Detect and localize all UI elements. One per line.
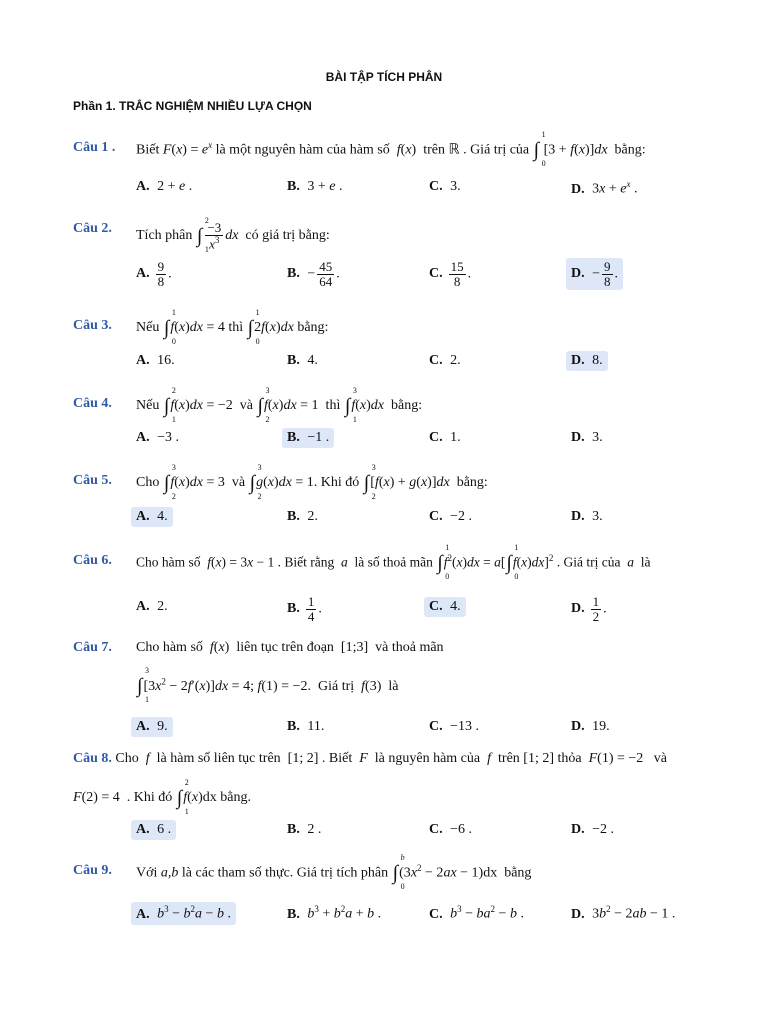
option-b[interactable]: B. $\frac{1}{4}$ . [287,594,322,624]
option-b[interactable]: B. 2. [287,509,318,524]
option-b[interactable]: B. $b^3 + b^2a + b$ . [287,904,382,922]
question-label: Câu 9. [73,863,112,878]
option-a[interactable]: A. 6 . [131,820,176,840]
question-stem: Câu 8. Cho f là hàm số liên tục trên [1; 2] . Biết F là nguyên hàm của f trên [1; 2] thỏa F(1) = −2 và [73,751,668,766]
question-label: Câu 2. [73,221,112,236]
question-8-line-2 [73,778,673,816]
option-a[interactable]: A. 2. [136,599,168,614]
option-c[interactable]: C. −13 . [429,719,480,734]
option-c[interactable]: C. 1. [429,430,461,445]
question-label: Câu 4. [73,396,112,411]
question-label: Câu 8. [73,751,112,766]
question-stem: Nếu ∫ 1 0 f(x)dx = 4 thì ∫ 1 0 2f(x)dx bằng: [136,308,329,346]
option-c[interactable]: C. 4. [424,597,466,617]
option-a[interactable]: A. −3 . [136,430,180,445]
option-a[interactable]: A. 2 + e . [136,179,193,194]
option-a[interactable]: A. 9. [131,717,173,737]
option-b[interactable]: B. 3 + e . [287,179,343,194]
option-a[interactable]: A. $b^3 - b^2a - b$ . [131,902,236,925]
document-title: BÀI TẬP TÍCH PHÂN [325,70,443,84]
question-label: Câu 6. [73,553,112,568]
question-8 [73,751,753,767]
question-stem: Cho hàm số f(x) liên tục trên đoạn [1;3] và thoả mãn [136,640,444,655]
option-d[interactable]: D. $\frac{1}{2}$ . [571,594,607,624]
option-d[interactable]: D. $3x + e^x$ . [571,179,638,197]
question-label: Câu 7. [73,640,112,655]
option-b[interactable]: B. 11. [287,719,325,734]
option-c[interactable]: C. −2 . [429,509,473,524]
option-b[interactable]: B. − $\frac{45}{64}$ . [287,259,340,289]
option-d[interactable]: D. $3b^2 - 2ab - 1$ . [571,904,676,922]
option-d[interactable]: D. 3. [571,430,603,445]
option-d[interactable]: D. 8. [566,351,608,371]
question-label: Câu 3. [73,318,112,333]
part-heading: Phần 1. TRẮC NGHIỆM NHIỀU LỰA CHỌN [73,99,312,113]
option-c[interactable]: C. −6 . [429,822,473,837]
option-a[interactable]: A. 16. [136,353,175,368]
question-stem: Với a,b là các tham số thực. Giá trị tích phân ∫ b 0 $(3x^2 - 2ax - 1)dx$ bằng [136,853,532,892]
question-stem: Cho hàm số f(x) = 3x − 1 . Biết rằng a là số thoả mãn ∫ 1 0 $f^2(x)dx = a[\int$ 1 0 f(x)dx]$^2$ . Giá trị của a là [136,543,651,582]
option-c[interactable]: C. 2. [429,353,461,368]
option-b[interactable]: B. 4. [287,353,318,368]
option-a[interactable]: A. 4. [131,507,173,527]
option-d[interactable]: D. 19. [571,719,610,734]
option-d[interactable]: D. − $\frac{9}{8}$ . [566,258,623,290]
question-label: Câu 1 . [73,140,116,155]
option-c[interactable]: C. 3. [429,179,461,194]
option-b[interactable]: B. −1 . [282,428,334,448]
option-c[interactable]: C. $b^3 - ba^2 - b$ . [429,904,524,922]
option-d[interactable]: D. −2 . [571,822,615,837]
option-c[interactable]: C. $\frac{15}{8}$ . [429,259,472,289]
question-label: Câu 5. [73,473,112,488]
question-stem: Biết $F(x) = e^x$ là một nguyên hàm của hàm số f(x) trên ℝ . Giá trị của ∫ 1 0 [3 + f(x)]dx bằng: [136,130,646,169]
option-d[interactable]: D. 3. [571,509,603,524]
question-stem: Nếu ∫ 2 1 f(x)dx = −2 và ∫ 3 2 f(x)dx = 1 thì ∫ 3 1 f(x)dx bằng: [136,386,423,424]
option-a[interactable]: A. $\frac{9}{8}$ . [136,259,172,289]
question-7-line-2 [136,666,736,705]
question-stem: Cho ∫ 3 2 f(x)dx = 3 và ∫ 3 2 g(x)dx = 1. Khi đó ∫ 3 2 [f(x) + g(x)]dx bằng: [136,463,488,501]
question-stem: Tích phân ∫ 2 1 $\frac{-3}{x^3}$ dx có giá trị bằng: [136,215,330,254]
question-stem: ∫ 3 1 $[3x^2 - 2f'(x)]dx = 4$; f(1) = −2. Giá trị f(3) là [137,666,399,705]
option-b[interactable]: B. 2 . [287,822,322,837]
question-stem: F(2) = 4 . Khi đó ∫ 2 1 f(x)dx bằng. [73,778,251,816]
